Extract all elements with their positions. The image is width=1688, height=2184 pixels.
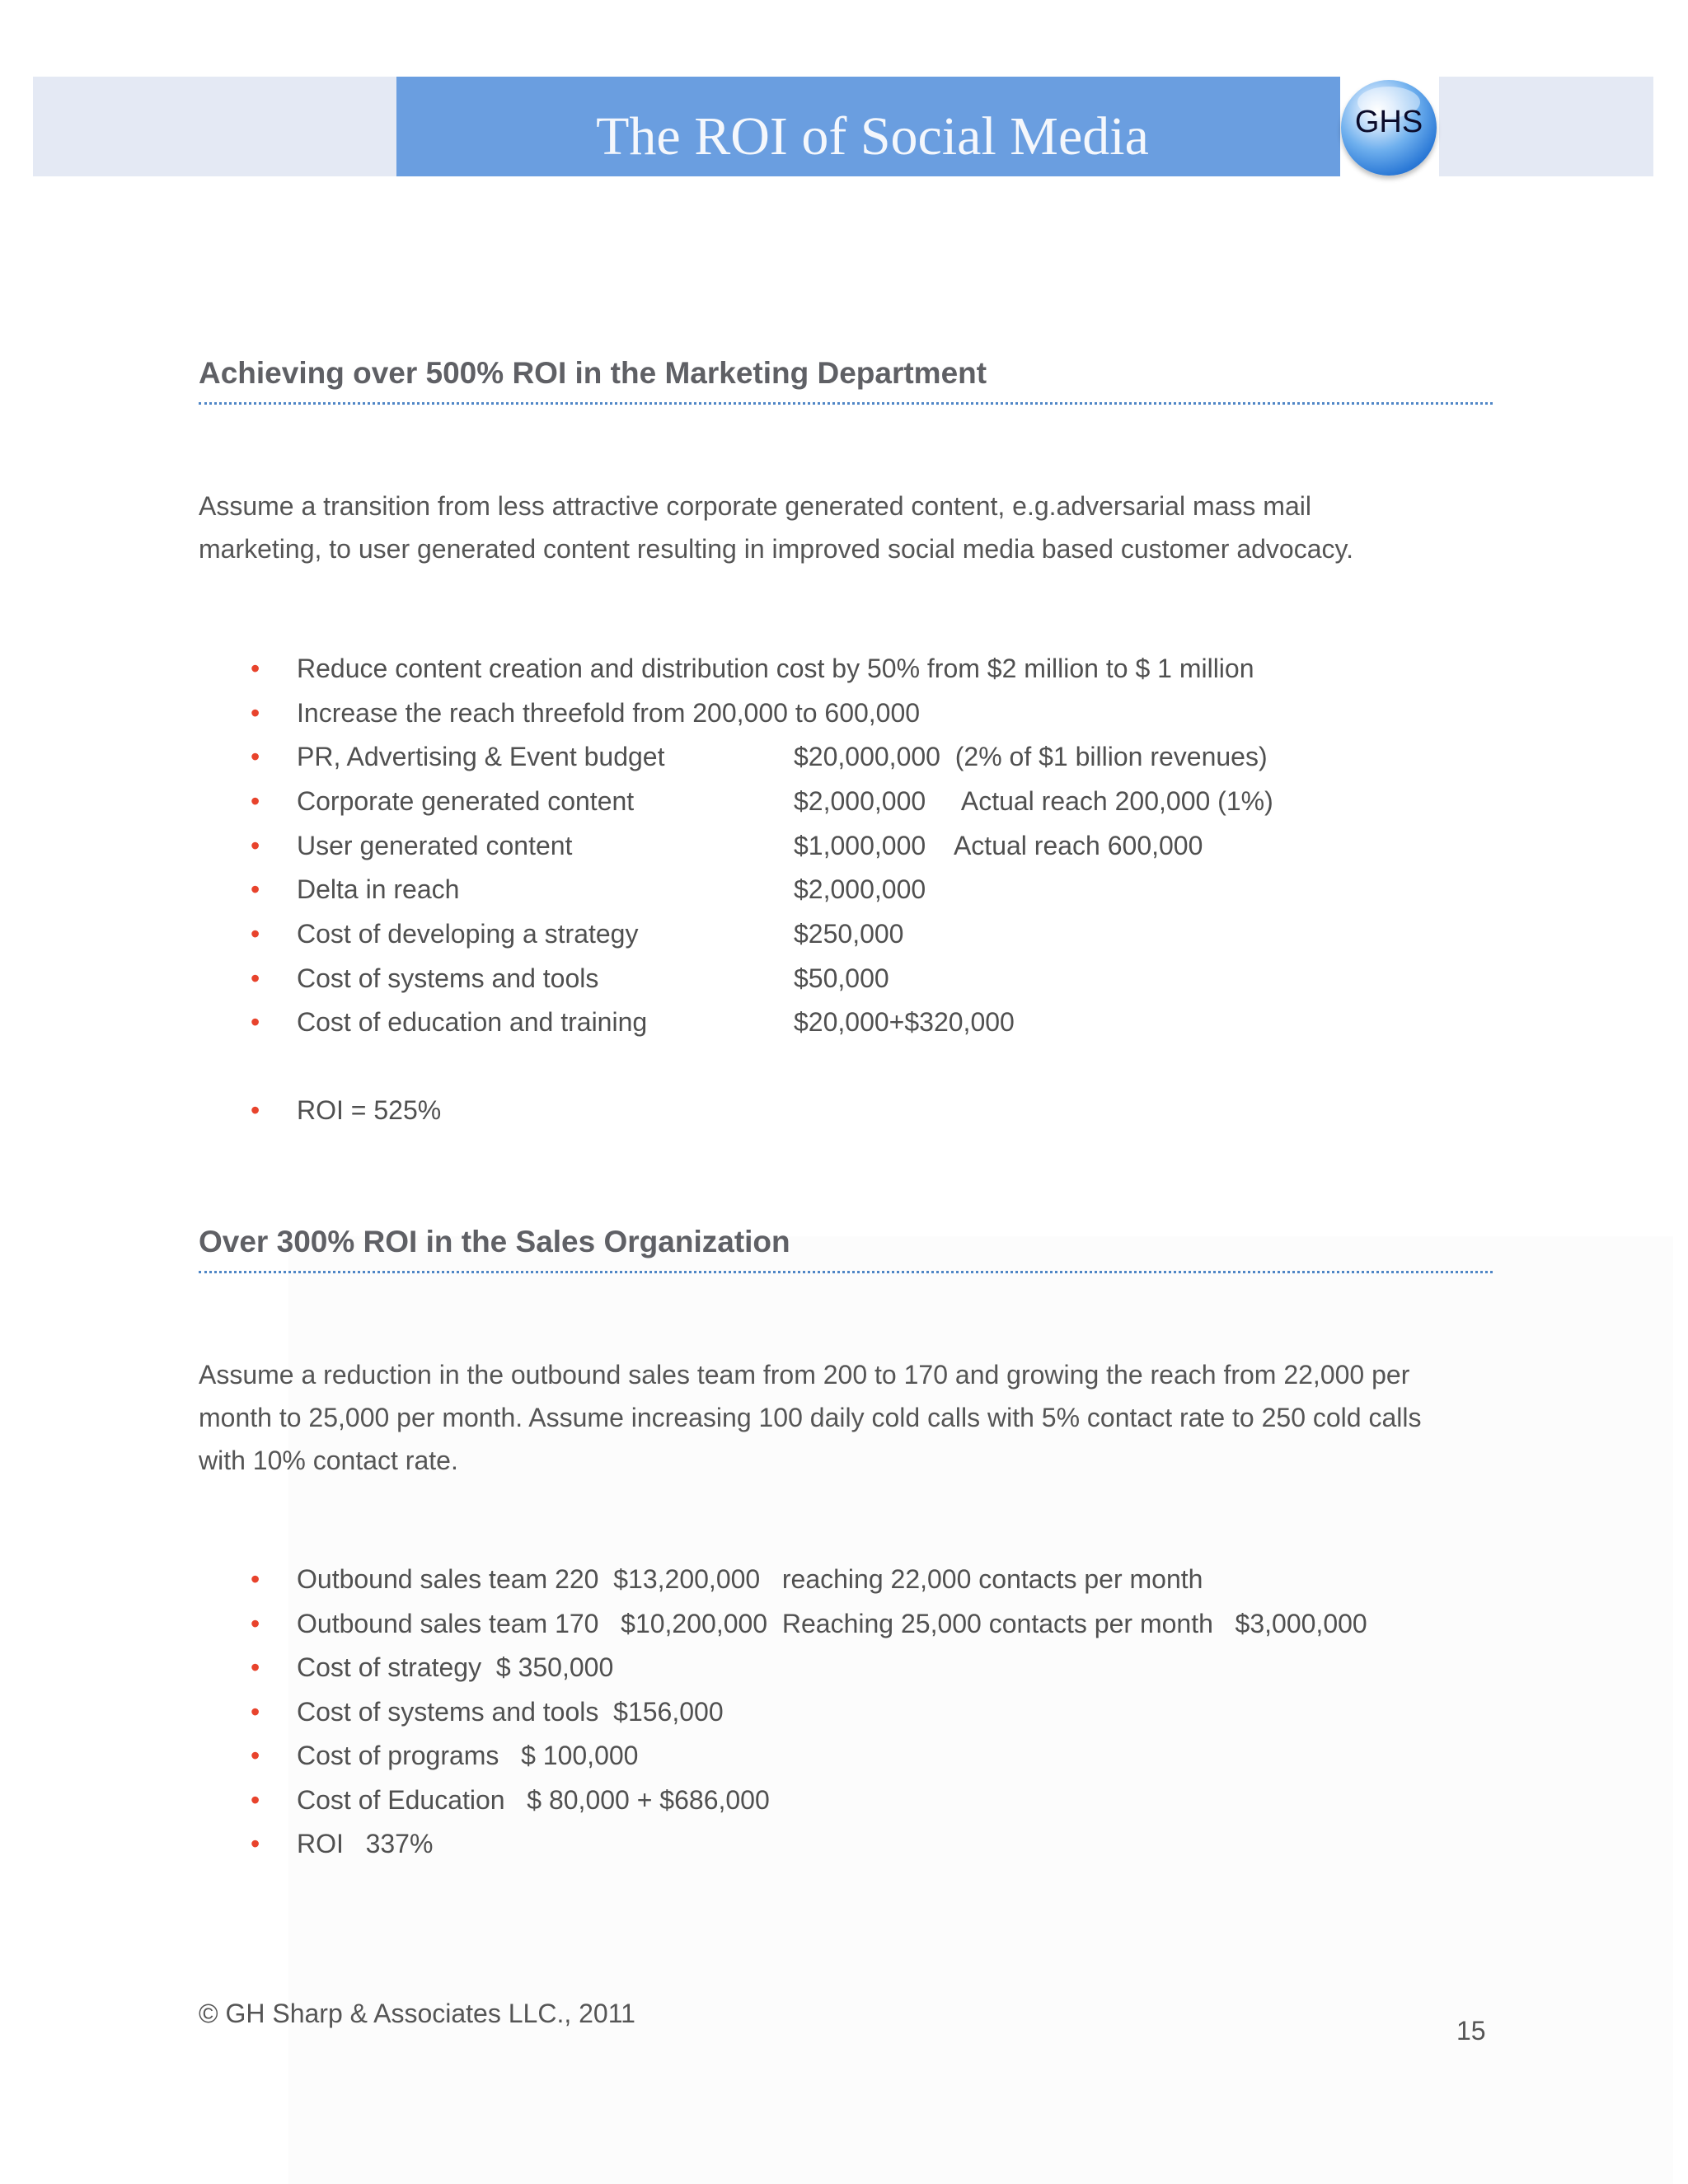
item-value: $2,000,000 [794, 874, 926, 904]
bullet-icon: • [251, 1609, 260, 1638]
bullet-icon: • [251, 786, 260, 816]
bullet-icon: • [251, 654, 260, 683]
list-item [251, 1645, 614, 1690]
bullet-icon: • [251, 1564, 260, 1594]
bullet-icon: • [251, 1095, 260, 1125]
bullet-icon: • [251, 1829, 260, 1858]
item-value: $250,000 [794, 919, 904, 949]
item-label: Reduce content creation and distribution cost by 50% from $2 million to $ 1 million [297, 654, 1254, 683]
bullet-icon: • [251, 1785, 260, 1815]
bullet-icon: • [251, 1697, 260, 1727]
item-label: Cost of education and training [297, 1007, 648, 1037]
page-number: 15 [1456, 2016, 1486, 2046]
logo-text: GHS [1354, 105, 1423, 139]
list-item [251, 1557, 1203, 1601]
bullet-icon: • [251, 1007, 260, 1037]
list-item-roi [251, 1088, 442, 1132]
item-text: Cost of strategy $ 350,000 [297, 1652, 614, 1682]
item-text: ROI 337% [297, 1829, 434, 1858]
bullet-icon: • [251, 963, 260, 993]
item-label: Cost of developing a strategy [297, 919, 639, 949]
item-value: $20,000,000 (2% of $1 billion revenues) [794, 742, 1268, 771]
footer-copyright: © GH Sharp & Associates LLC., 2011 [199, 1999, 635, 2028]
list-item [251, 646, 1254, 691]
item-text: Cost of Education $ 80,000 + $686,000 [297, 1785, 770, 1815]
list-item [251, 1778, 770, 1822]
roi-text: ROI = 525% [297, 1095, 442, 1125]
item-text: Outbound sales team 170 $10,200,000 Reaching 25,000 contacts per month $3,000,000 [297, 1609, 1367, 1638]
list-item [251, 779, 1273, 823]
bullet-icon: • [251, 698, 260, 728]
list-item [251, 1821, 434, 1866]
bullet-icon: • [251, 742, 260, 771]
sales-heading: Over 300% ROI in the Sales Organization [199, 1225, 1493, 1273]
list-item [251, 823, 1203, 868]
list-item [251, 956, 889, 1001]
bullet-icon: • [251, 1741, 260, 1770]
title-band [396, 77, 1340, 176]
item-value: $2,000,000 Actual reach 200,000 (1%) [794, 786, 1273, 816]
list-item [251, 867, 926, 912]
bullet-icon: • [251, 1652, 260, 1682]
bullet-icon: • [251, 831, 260, 860]
item-value: $1,000,000 Actual reach 600,000 [794, 831, 1203, 860]
list-item [251, 1601, 1367, 1646]
item-value: $50,000 [794, 963, 889, 993]
bullet-icon: • [251, 919, 260, 949]
item-label: Corporate generated content [297, 786, 635, 816]
marketing-heading: Achieving over 500% ROI in the Marketing Department [199, 356, 1493, 405]
item-label: Delta in reach [297, 874, 460, 904]
sales-intro-line: month to 25,000 per month. Assume increasing 100 daily cold calls with 5% contact rate to 250 cold calls [199, 1403, 1422, 1432]
marketing-intro-line: Assume a transition from less attractive corporate generated content, e.g.adversarial mass mail [199, 491, 1311, 521]
marketing-intro-line: marketing, to user generated content resulting in improved social media based customer advocacy. [199, 534, 1354, 564]
item-value: $20,000+$320,000 [794, 1007, 1015, 1037]
bullet-icon: • [251, 874, 260, 904]
list-item [251, 691, 921, 735]
list-item [251, 912, 904, 956]
item-label: Cost of systems and tools [297, 963, 599, 993]
list-item [251, 734, 1268, 779]
item-text: Cost of programs $ 100,000 [297, 1741, 639, 1770]
page-title: The ROI of Social Media [596, 106, 1149, 166]
list-item [251, 1000, 1015, 1044]
sales-intro-line: Assume a reduction in the outbound sales team from 200 to 170 and growing the reach from 22,000 per [199, 1360, 1410, 1390]
list-item [251, 1690, 724, 1734]
sales-intro [199, 1353, 1501, 1482]
ghs-globe-logo [1341, 80, 1437, 176]
marketing-intro [199, 485, 1501, 570]
item-label: PR, Advertising & Event budget [297, 742, 665, 771]
item-text: Cost of systems and tools $156,000 [297, 1697, 724, 1727]
list-item [251, 1733, 639, 1778]
item-label: Increase the reach threefold from 200,000 to 600,000 [297, 698, 921, 728]
sales-intro-line: with 10% contact rate. [199, 1446, 458, 1475]
item-text: Outbound sales team 220 $13,200,000 reaching 22,000 contacts per month [297, 1564, 1203, 1594]
item-label: User generated content [297, 831, 573, 860]
